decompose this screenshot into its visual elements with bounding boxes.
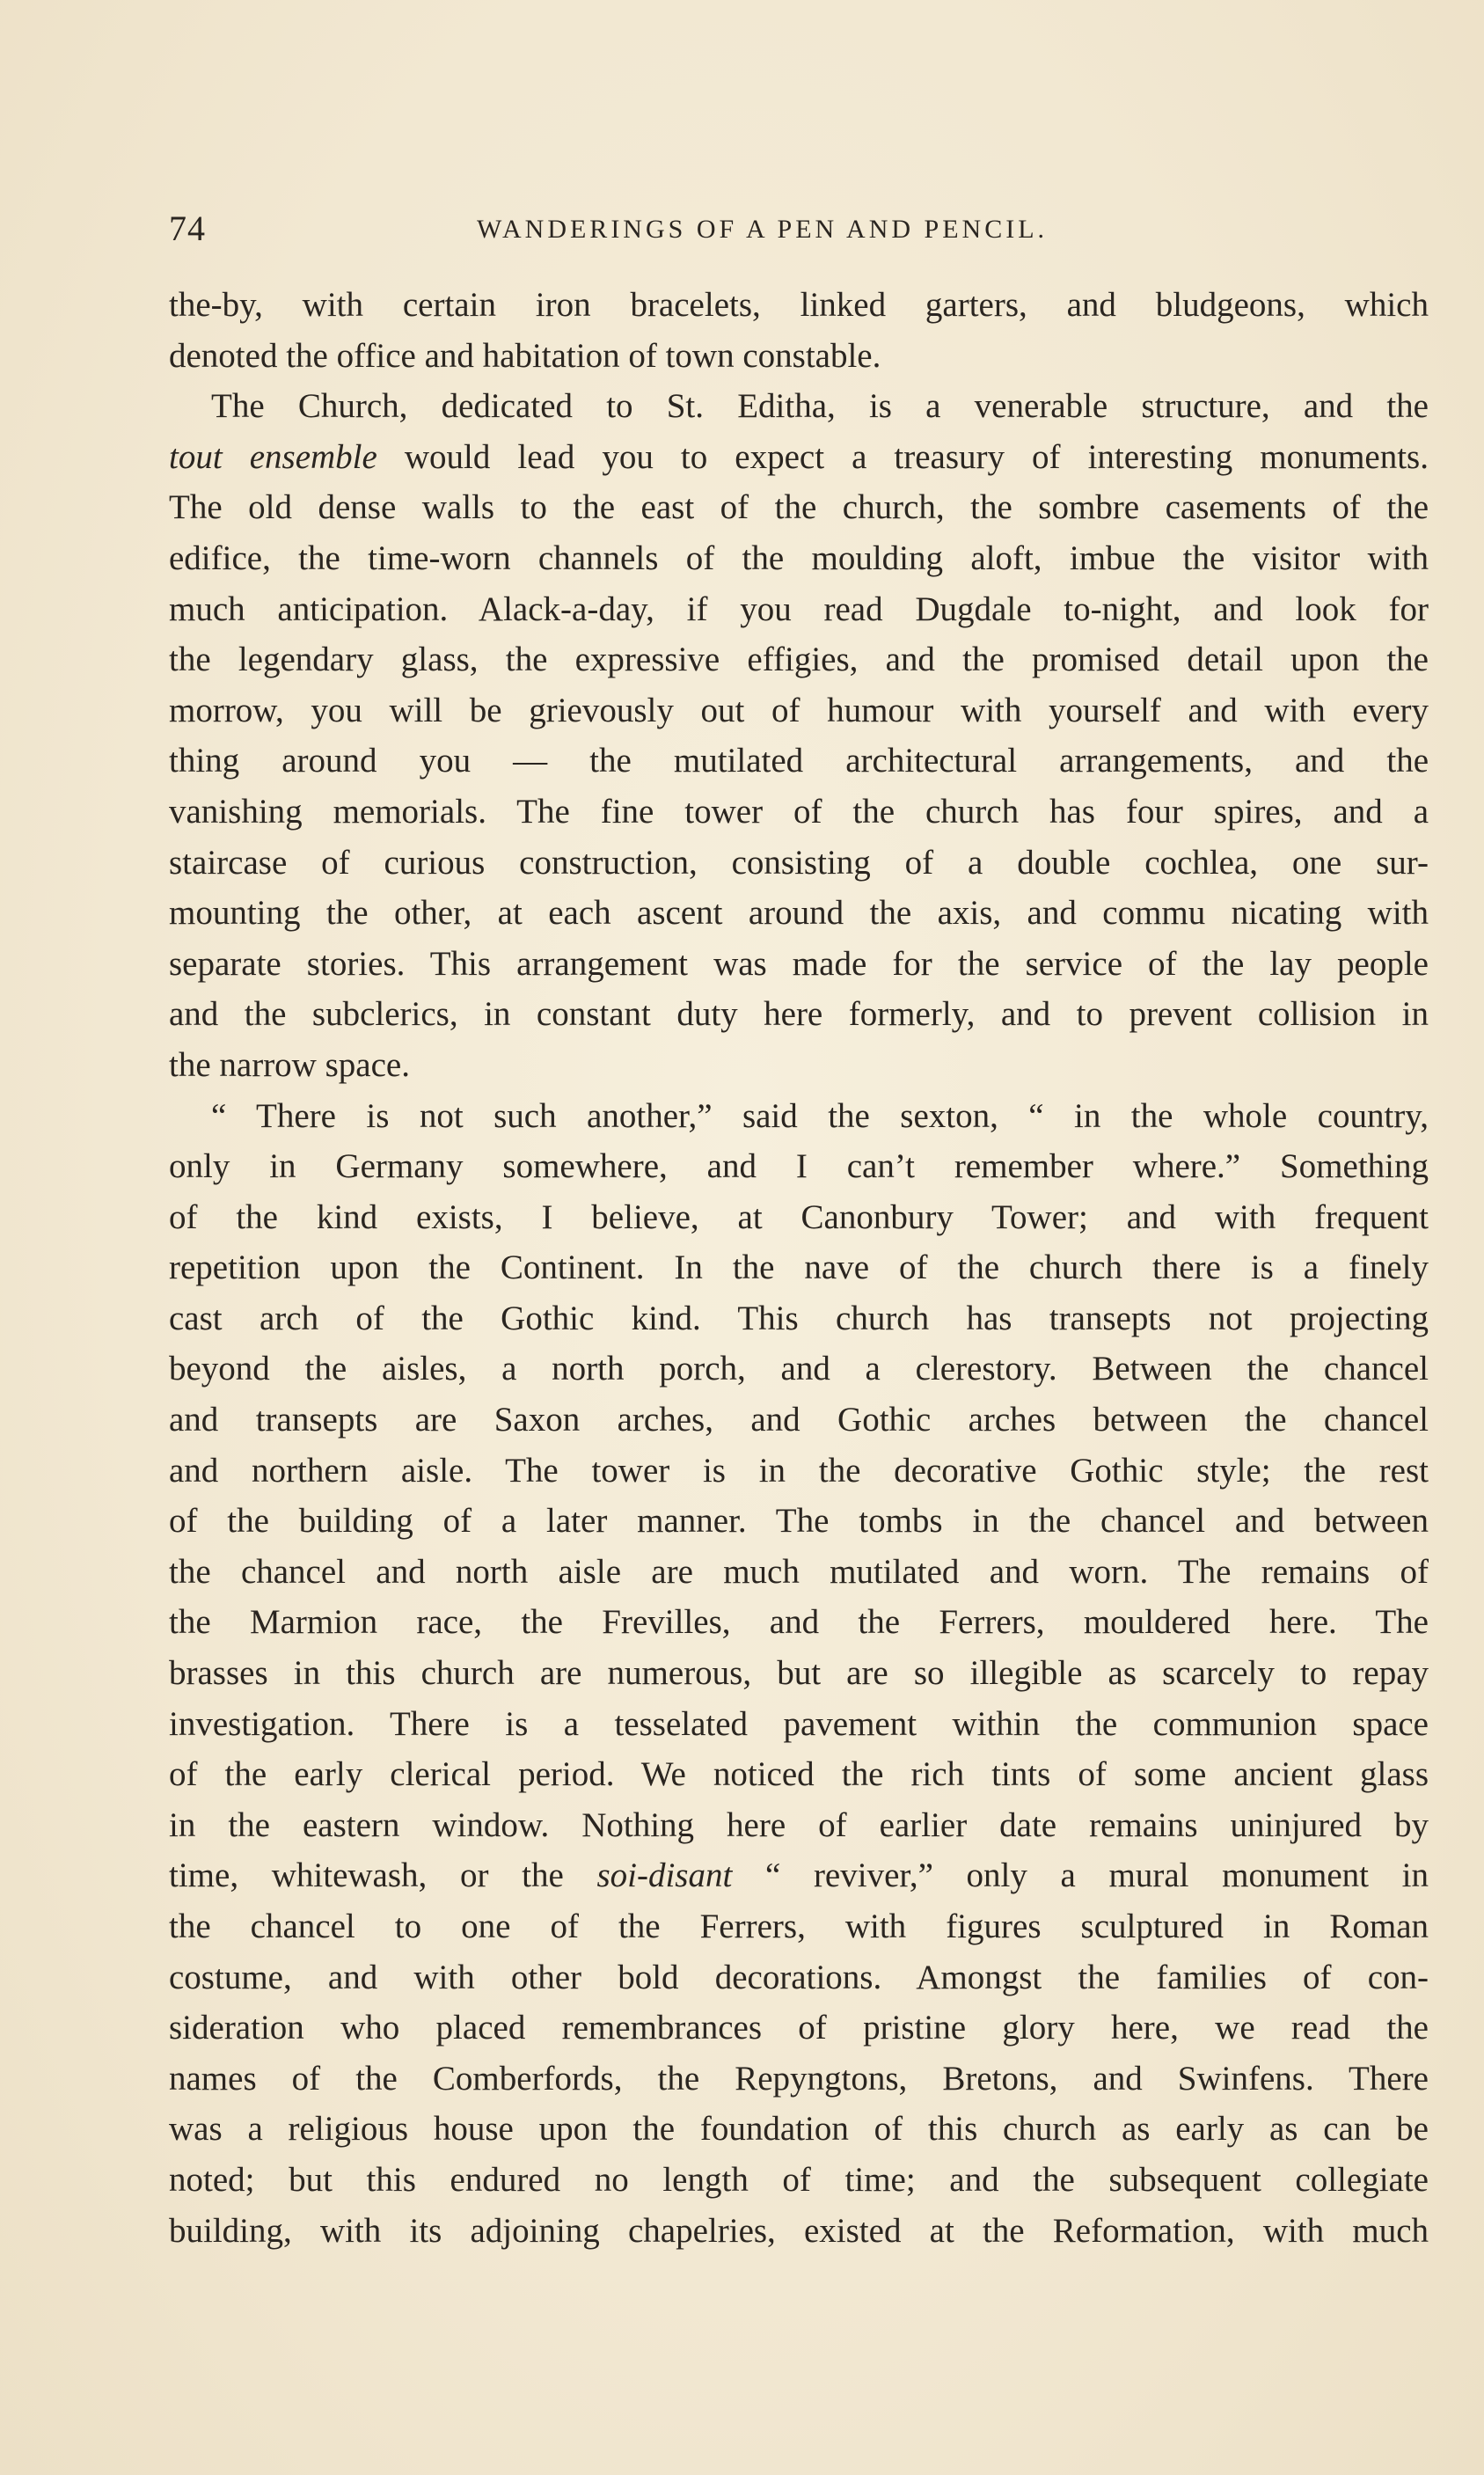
italic-phrase: tout ensemble: [169, 437, 377, 476]
text-line: much anticipation. Alack-a-day, if you read Dugdale to-night, and look for: [169, 589, 1429, 628]
body-text: [169, 280, 1429, 2256]
text-line: sideration who placed remembrances of pristine glory here, we read the: [169, 2009, 1429, 2047]
text-line: noted; but this endured no length of time; and the subsequent collegiate: [169, 2160, 1429, 2199]
text-line: of the building of a later manner. The tombs in the chancel and between: [169, 1502, 1429, 1541]
text-line: and the subclerics, in constant duty here formerly, and to prevent collision in: [169, 995, 1429, 1034]
text-line: mounting the other, at each ascent around the axis, and commu nicating with: [169, 894, 1429, 933]
text-line: the chancel and north aisle are much mutilated and worn. The remains of: [169, 1552, 1429, 1591]
text-line: brasses in this church are numerous, but are so illegible as scarcely to repay: [169, 1654, 1429, 1693]
text-line: building, with its adjoining chapelries, existed at the Reformation, with much: [169, 2211, 1429, 2250]
text-line: the legendary glass, the expressive effigies, and the promised detail upon the: [169, 641, 1429, 679]
text-line: cast arch of the Gothic kind. This church has transepts not projecting: [169, 1299, 1429, 1337]
text-line: thing around you — the mutilated architectural arrangements, and the: [169, 742, 1429, 780]
paragraph-start-line: The Church, dedicated to St. Editha, is a venerable structure, and the: [211, 387, 1429, 426]
text-segment: “ reviver,” only a mural monument in: [732, 1856, 1429, 1895]
text-line: investigation. There is a tesselated pavement within the communion space: [169, 1704, 1429, 1743]
text-line: and northern aisle. The tower is in the decorative Gothic style; the rest: [169, 1451, 1429, 1490]
text-line: of the kind exists, I believe, at Canonbury Tower; and with frequent: [169, 1197, 1429, 1236]
text-line: the Marmion race, the Frevilles, and the Ferrers, mouldered here. The: [169, 1603, 1429, 1642]
text-line: beyond the aisles, a north porch, and a clerestory. Between the chancel: [169, 1350, 1429, 1388]
text-line: The old dense walls to the east of the church, the sombre casements of the: [169, 488, 1429, 527]
text-line: staircase of curious construction, consisting of a double cochlea, one sur-: [169, 843, 1429, 882]
text-line: separate stories. This arrangement was made for the service of the lay people: [169, 944, 1429, 983]
text-line: names of the Comberfords, the Repyngtons, Bretons, and Swinfens. There: [169, 2059, 1429, 2098]
text-line: repetition upon the Continent. In the nave of the church there is a finely: [169, 1248, 1429, 1287]
page-number: 74: [169, 209, 206, 248]
text-line: and transepts are Saxon arches, and Gothic arches between the chancel: [169, 1401, 1429, 1439]
paragraph-start-line: “ There is not such another,” said the sexton, “ in the whole country,: [211, 1096, 1429, 1135]
text-line: the chancel to one of the Ferrers, with figures sculptured in Roman: [169, 1908, 1429, 1945]
text-line: in the eastern window. Nothing here of earlier date remains uninjured by: [169, 1805, 1429, 1844]
text-line: was a religious house upon the foundation of this church as early as can be: [169, 2110, 1429, 2149]
text-line: denoted the office and habitation of town constable.: [169, 336, 881, 375]
text-line: vanishing memorials. The fine tower of the church has four spires, and a: [169, 792, 1429, 831]
text-line: the-by, with certain iron bracelets, linked garters, and bludgeons, which: [169, 286, 1429, 324]
text-line: edifice, the time-worn channels of the moulding aloft, imbue the visitor with: [169, 538, 1429, 577]
text-line: [169, 432, 1429, 483]
text-line: [169, 1850, 1429, 1901]
running-head: [169, 208, 1429, 260]
text-line: only in Germany somewhere, and I can’t remember where.” Something: [169, 1147, 1429, 1186]
italic-phrase: soi-disant: [596, 1856, 733, 1895]
text-line: the narrow space.: [169, 1045, 410, 1084]
text-line: morrow, you will be grievously out of humour with yourself and with every: [169, 691, 1429, 729]
text-segment: would lead you to expect a treasury of interesting monuments.: [376, 437, 1429, 476]
text-line: of the early clerical period. We noticed the rich tints of some ancient glass: [169, 1755, 1429, 1794]
text-line: costume, and with other bold decorations. Amongst the families of con-: [169, 1958, 1429, 1996]
running-title: WANDERINGS OF A PEN AND PENCIL.: [477, 215, 1049, 244]
text-segment: time, whitewash, or the: [169, 1856, 597, 1895]
